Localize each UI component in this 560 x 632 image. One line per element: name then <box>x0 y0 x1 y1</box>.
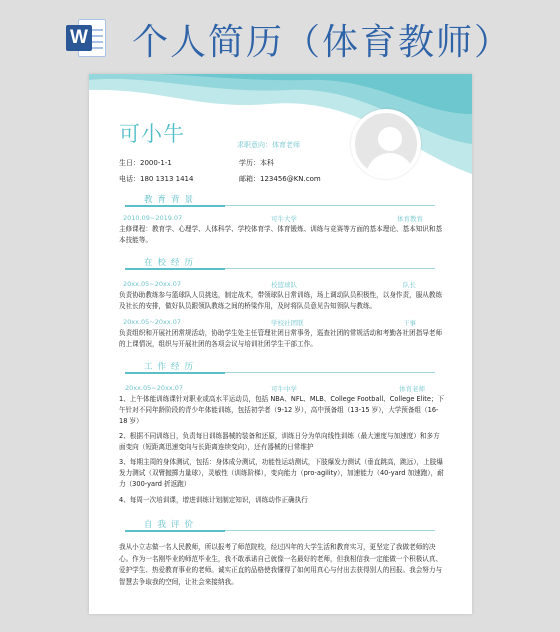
campus-item-period: 20xx.05~20xx.07 <box>123 280 182 288</box>
section-divider <box>225 268 435 269</box>
campus-item-description: 负责组织和开展社团常规活动，协助学生处主任管理社团日常事务，巡查社团的常规活动和考勤各社团指导老师的上课情况，组织与开展社团的各项会议与培训社团学生干部工作。 <box>119 329 443 348</box>
avatar-head-shape <box>378 127 402 151</box>
work-duty-item: 3、每期主周的身体测试，包括：身体成分测试，功能性运动测试，下肢爆发力测试（垂直跳高，跳远），上肢爆发力测试（双臂抛掷力量球），灵敏性（训练阶梯），变向能力（pro-agility），加速能力（40-yard 加速跑），耐力（300-yard 折返跑） <box>119 458 444 488</box>
education-period: 2010.09~2019.07 <box>123 214 183 222</box>
avatar <box>351 109 421 179</box>
campus-item-description: 负责协助教练参与篮球队人员挑选，制定战术，带领球队日常训练，场上调动队员积极性，以身作责，服从教练及社长的安排，做好队员跟领队教练之间的桥梁作用，及时将队员意见告知领队与教练。 <box>119 291 443 310</box>
campus-item-org: 学校社团联 <box>271 319 304 327</box>
campus-item-period: 20xx.05~20xx.07 <box>123 318 182 326</box>
birth-info: 生日：2000-1-1 <box>119 159 172 167</box>
email-info: 邮箱：123456@KN.com <box>239 175 321 183</box>
campus-section-header <box>89 256 472 272</box>
work-org: 可牛中学 <box>271 385 297 393</box>
campus-item-role: 干事 <box>403 319 416 327</box>
section-title: 教育背景 <box>144 195 199 205</box>
section-divider <box>225 530 435 531</box>
page-header <box>0 0 560 74</box>
resume-sheet <box>89 74 472 614</box>
candidate-name: 可小牛 <box>119 122 185 146</box>
campus-item-org: 校篮球队 <box>271 281 297 289</box>
work-role: 体育老师 <box>399 385 425 393</box>
word-badge: W <box>66 25 92 51</box>
work-period: 20xx.05~20xx.07 <box>125 384 184 392</box>
self-evaluation-text: 我从小立志做一名人民教师，所以报考了师范院校，经过四年的大学生活和教育实习，更坚定了我做老师的决心。作为一名刚毕业的师范毕业生，我不敢承诺自己就像一名最好的老师，但我相信我一定能做一个积极认真、爱护学生、热爱教育事业的老师。诚实正直的品格使我懂得了如何用真心与付出去获得别人的回报。我会努力与智慧去争取我的空间，让社会来接纳我。 <box>119 543 443 586</box>
word-document-icon <box>66 17 106 59</box>
section-underline <box>125 268 225 270</box>
education-section-header <box>89 193 472 209</box>
section-underline <box>125 205 225 207</box>
section-underline <box>125 530 225 532</box>
campus-item-role: 队长 <box>403 281 416 289</box>
phone-info: 电话：180 1313 1414 <box>119 175 194 183</box>
section-title: 工作经历 <box>144 362 199 372</box>
section-underline <box>125 372 225 374</box>
education-major: 体育教育 <box>397 215 423 223</box>
section-title: 在校经历 <box>144 258 199 268</box>
work-duty-item: 4、每周一次培训课，增进训练计划制定知识，训练动作正确执行 <box>119 496 308 504</box>
work-duty-item: 2、根据不同训练日，负责每日训练器械的装备和还原，训练日分为单向线性训练（最大速度与加速度）和多方面变向（短距离迅速变向与长距离连续变向），还有器械的日常维护 <box>119 432 440 451</box>
work-section-header <box>89 360 472 376</box>
self-evaluation-section-header <box>89 518 472 534</box>
section-divider <box>225 205 435 206</box>
work-duty-item: 1、上午体能训练课针对职业或高水平运动员，包括 NBA、NFL、MLB、College Football、College Elite；下午针对不同年龄阶段的青少年体能训练，包括初学者（9-12 岁），高中预备组（13-15 岁），大学预备组（16-18 岁） <box>119 395 445 425</box>
education-school: 可牛大学 <box>271 215 297 223</box>
education-info: 学历：本科 <box>239 159 274 167</box>
section-divider <box>225 372 435 373</box>
education-description: 主修课程：教育学、心理学、人体科学、学校体育学、体育锻炼、训练与竞赛等方面的基本理论、基本知识和基本技能等。 <box>119 225 443 244</box>
section-title: 自我评价 <box>144 520 199 530</box>
job-intent: 求职意向：体育老师 <box>237 141 300 149</box>
page-title: 个人简历（体育教师） <box>132 22 513 63</box>
